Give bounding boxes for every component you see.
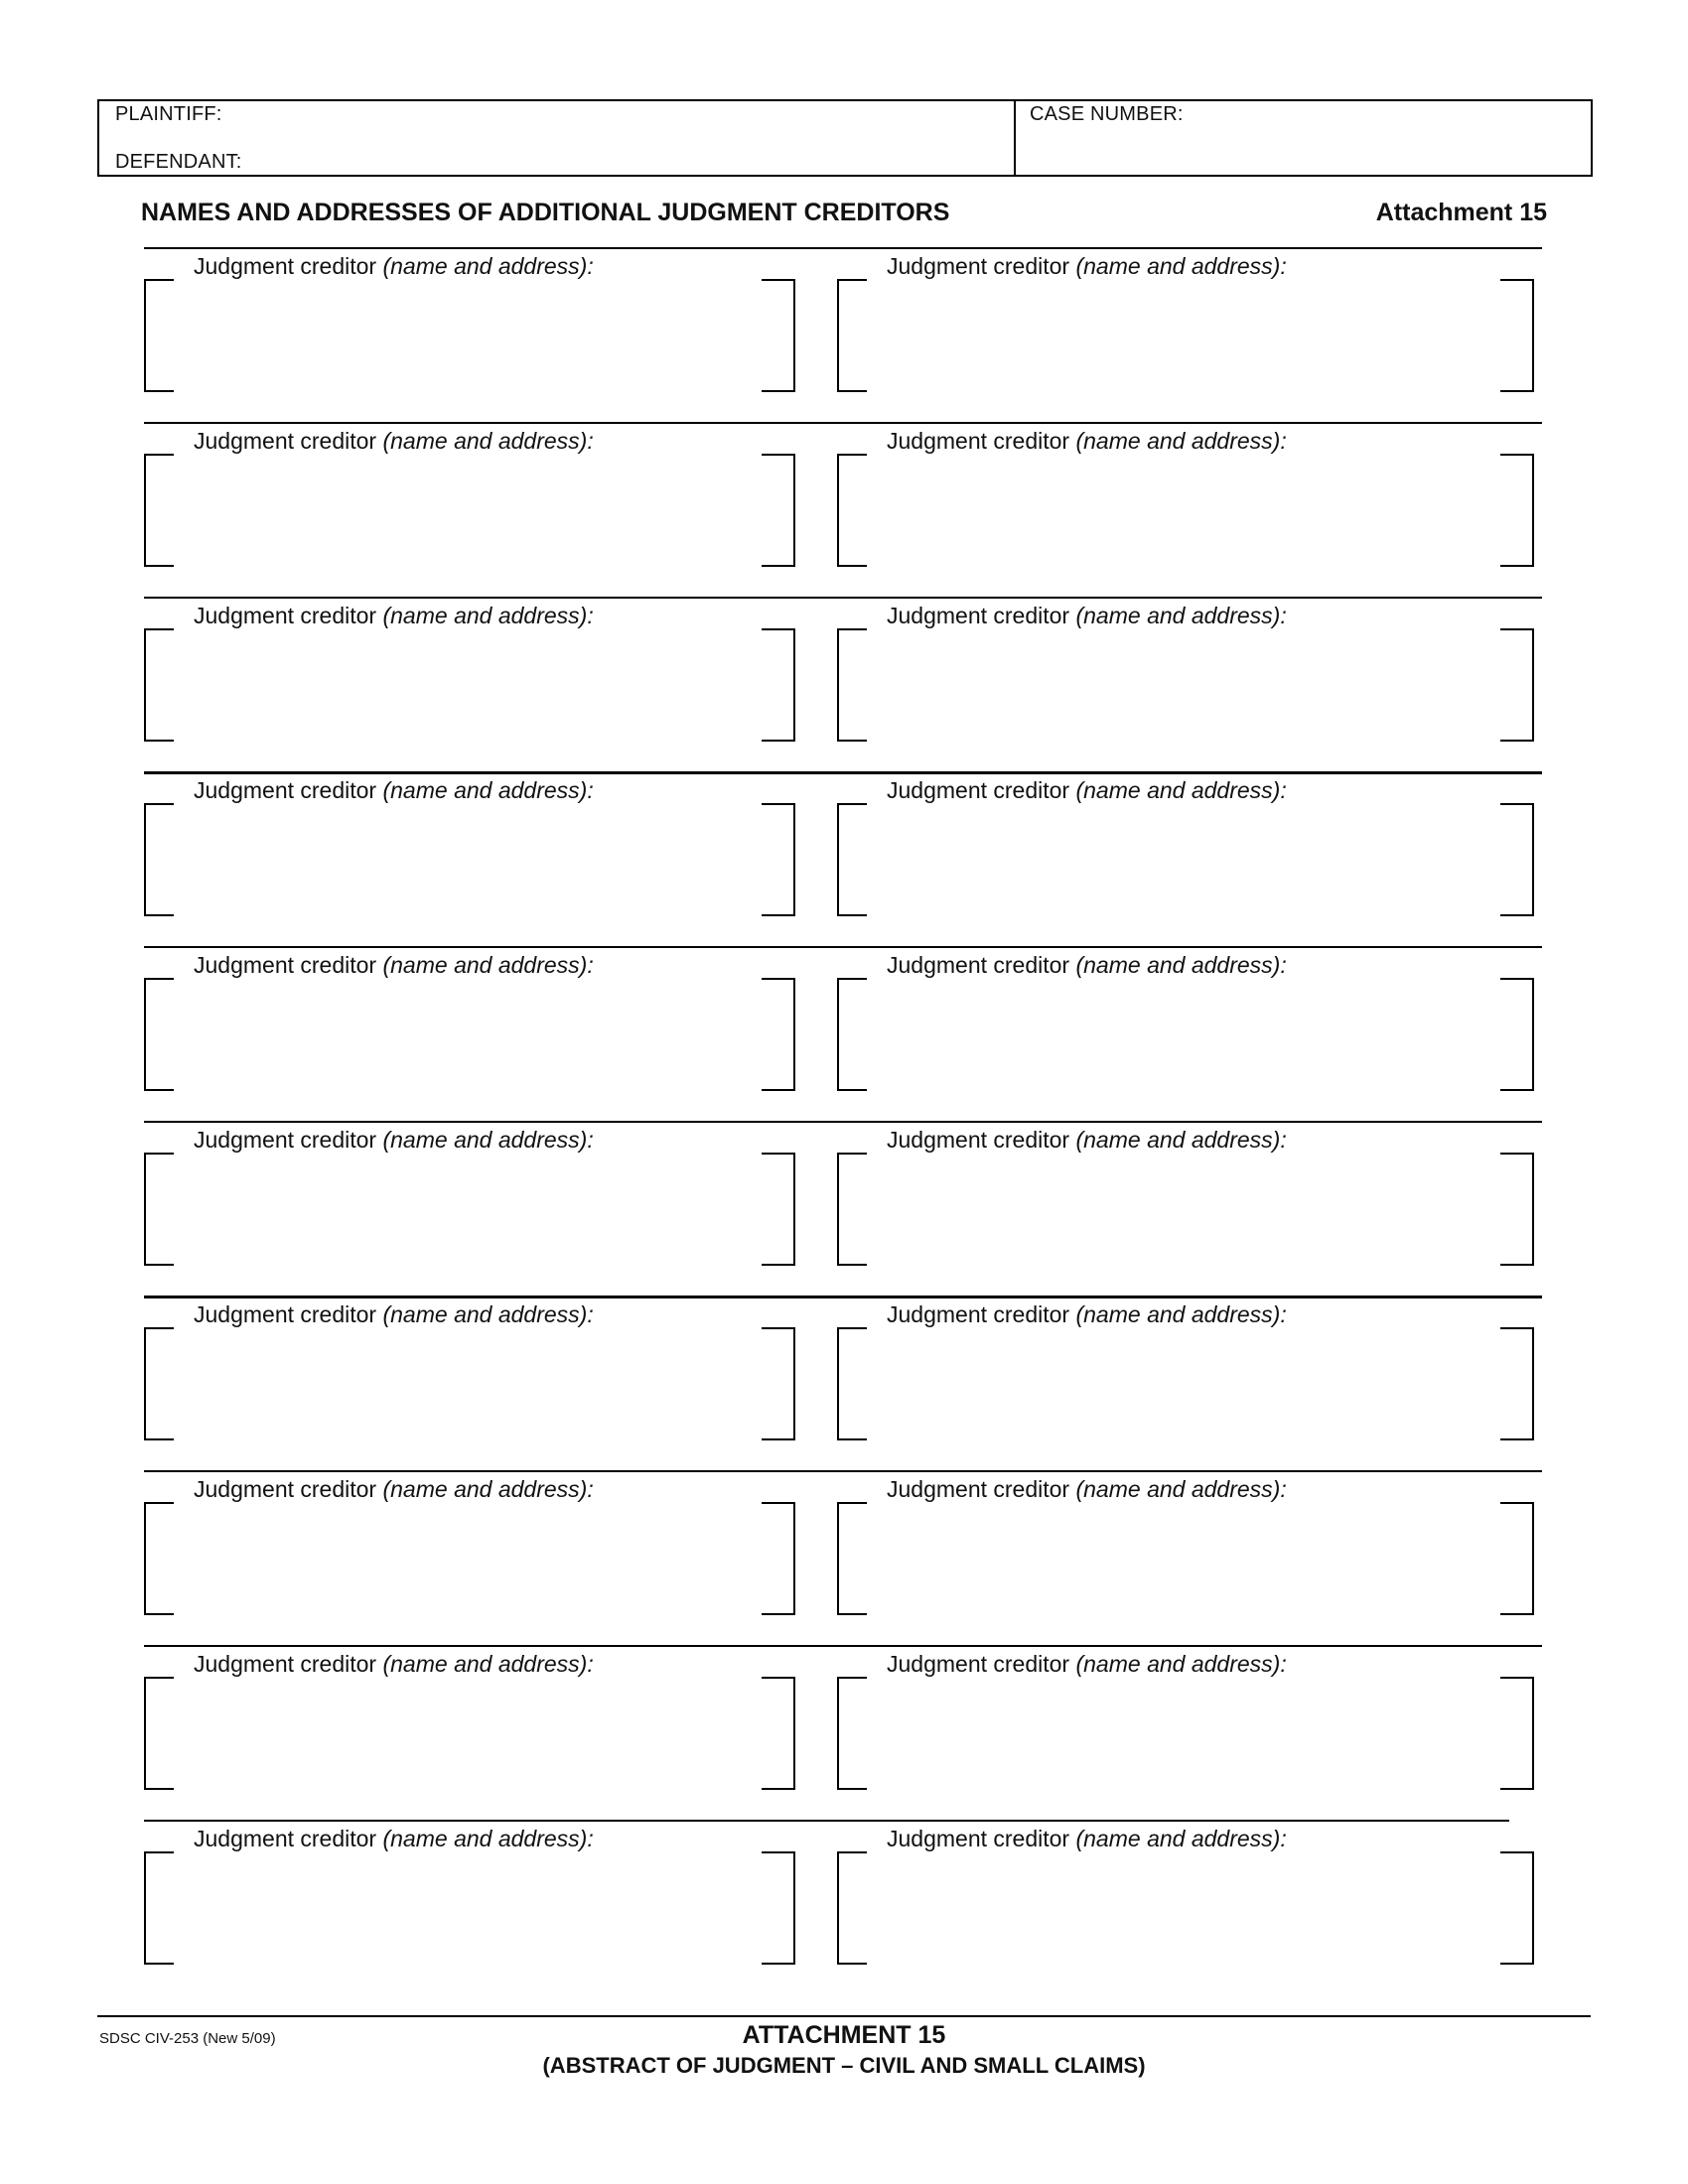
case-number-label: CASE NUMBER:	[1030, 103, 1184, 125]
creditor-label-hint: (name and address):	[1075, 428, 1287, 454]
creditor-label-text: Judgment creditor	[194, 1127, 377, 1153]
field-bracket-left	[144, 1327, 174, 1440]
field-bracket-left	[144, 1502, 174, 1615]
creditor-row	[144, 946, 1542, 1121]
creditor-field-left[interactable]	[144, 1470, 839, 1645]
creditor-label-text: Judgment creditor	[194, 1651, 377, 1677]
field-bracket-right	[1500, 803, 1534, 916]
creditor-label-text: Judgment creditor	[887, 603, 1070, 628]
field-bracket-right	[762, 279, 795, 392]
creditor-label-text: Judgment creditor	[194, 428, 377, 454]
field-bracket-right	[762, 628, 795, 742]
field-bracket-left	[144, 1153, 174, 1266]
creditor-field-right[interactable]	[837, 247, 1532, 422]
creditor-label-hint: (name and address):	[382, 1826, 594, 1851]
field-bracket-left	[837, 628, 867, 742]
creditor-field-right[interactable]	[837, 1296, 1532, 1470]
creditor-field-right[interactable]	[837, 946, 1532, 1121]
field-bracket-right	[1500, 1153, 1534, 1266]
creditor-label	[194, 1826, 594, 1852]
creditor-label-text: Judgment creditor	[194, 1826, 377, 1851]
field-bracket-left	[837, 1677, 867, 1790]
creditor-field-right[interactable]	[837, 1645, 1532, 1820]
creditor-label	[194, 603, 594, 629]
field-bracket-right	[762, 803, 795, 916]
creditor-field-right[interactable]	[837, 771, 1532, 946]
creditor-label-hint: (name and address):	[382, 253, 594, 279]
creditor-label-text: Judgment creditor	[887, 777, 1070, 803]
creditor-row	[144, 1470, 1542, 1645]
creditor-field-left[interactable]	[144, 422, 839, 597]
creditor-label	[887, 603, 1287, 629]
footer-divider	[97, 2015, 1591, 2017]
field-bracket-left	[144, 279, 174, 392]
field-bracket-right	[1500, 978, 1534, 1091]
field-bracket-right	[1500, 1677, 1534, 1790]
creditor-label-hint: (name and address):	[1075, 777, 1287, 803]
field-bracket-left	[144, 978, 174, 1091]
creditor-label-text: Judgment creditor	[887, 952, 1070, 978]
creditor-field-left[interactable]	[144, 247, 839, 422]
field-bracket-right	[1500, 1851, 1534, 1965]
creditor-label	[194, 253, 594, 280]
field-bracket-left	[837, 454, 867, 567]
field-bracket-right	[1500, 1502, 1534, 1615]
creditor-row	[144, 597, 1542, 771]
creditor-label-hint: (name and address):	[1075, 1127, 1287, 1153]
creditor-label-hint: (name and address):	[382, 603, 594, 628]
field-bracket-left	[144, 454, 174, 567]
creditor-label	[194, 1476, 594, 1503]
creditor-label-text: Judgment creditor	[887, 1301, 1070, 1327]
creditor-label-hint: (name and address):	[1075, 1651, 1287, 1677]
creditor-label	[887, 1651, 1287, 1678]
field-bracket-left	[837, 279, 867, 392]
field-bracket-right	[762, 978, 795, 1091]
creditor-field-left[interactable]	[144, 946, 839, 1121]
field-bracket-left	[837, 1327, 867, 1440]
creditor-label	[194, 1127, 594, 1154]
creditor-field-left[interactable]	[144, 1121, 839, 1296]
field-bracket-right	[1500, 454, 1534, 567]
creditor-field-right[interactable]	[837, 422, 1532, 597]
creditor-field-left[interactable]	[144, 1820, 839, 1994]
field-bracket-right	[1500, 628, 1534, 742]
field-bracket-left	[837, 1502, 867, 1615]
creditor-label-hint: (name and address):	[1075, 1826, 1287, 1851]
creditor-label-text: Judgment creditor	[887, 1127, 1070, 1153]
creditor-label-hint: (name and address):	[1075, 1476, 1287, 1502]
creditor-field-right[interactable]	[837, 1470, 1532, 1645]
creditor-label-text: Judgment creditor	[194, 952, 377, 978]
creditor-label-hint: (name and address):	[1075, 1301, 1287, 1327]
creditor-row	[144, 422, 1542, 597]
creditor-label-hint: (name and address):	[382, 1476, 594, 1502]
plaintiff-label: PLAINTIFF:	[115, 103, 222, 125]
creditor-label-text: Judgment creditor	[194, 603, 377, 628]
creditor-label-text: Judgment creditor	[887, 253, 1070, 279]
footer-title: ATTACHMENT 15	[742, 2021, 946, 2049]
creditor-label	[887, 952, 1287, 979]
creditor-label	[887, 1826, 1287, 1852]
creditor-row	[144, 247, 1542, 422]
creditor-row	[144, 1820, 1542, 1994]
creditor-label	[887, 1476, 1287, 1503]
creditor-field-left[interactable]	[144, 1296, 839, 1470]
creditor-label	[194, 777, 594, 804]
creditor-label-hint: (name and address):	[1075, 952, 1287, 978]
creditor-label	[887, 1127, 1287, 1154]
creditor-field-right[interactable]	[837, 1121, 1532, 1296]
field-bracket-left	[837, 1153, 867, 1266]
creditor-label-text: Judgment creditor	[194, 1476, 377, 1502]
creditor-field-left[interactable]	[144, 1645, 839, 1820]
footer-subtitle: (ABSTRACT OF JUDGMENT – CIVIL AND SMALL CLAIMS)	[542, 2053, 1146, 2078]
creditor-label	[887, 1301, 1287, 1328]
creditor-row	[144, 1645, 1542, 1820]
field-bracket-left	[837, 803, 867, 916]
creditor-label-hint: (name and address):	[382, 1127, 594, 1153]
creditor-label-text: Judgment creditor	[194, 253, 377, 279]
creditor-field-left[interactable]	[144, 771, 839, 946]
field-bracket-right	[762, 454, 795, 567]
field-bracket-right	[762, 1677, 795, 1790]
creditor-label-hint: (name and address):	[382, 1651, 594, 1677]
creditor-label	[194, 1651, 594, 1678]
creditor-label	[887, 253, 1287, 280]
creditor-label	[887, 777, 1287, 804]
defendant-label: DEFENDANT:	[115, 151, 242, 173]
field-bracket-right	[762, 1153, 795, 1266]
creditor-label	[194, 952, 594, 979]
field-bracket-left	[837, 1851, 867, 1965]
creditor-label-text: Judgment creditor	[194, 1301, 377, 1327]
creditor-label-text: Judgment creditor	[887, 1651, 1070, 1677]
creditor-row	[144, 771, 1542, 946]
attachment-number: Attachment 15	[1375, 199, 1547, 226]
field-bracket-right	[762, 1327, 795, 1440]
field-bracket-right	[762, 1851, 795, 1965]
creditor-field-right[interactable]	[837, 597, 1532, 771]
creditor-row	[144, 1121, 1542, 1296]
creditor-label-hint: (name and address):	[382, 952, 594, 978]
field-bracket-left	[144, 803, 174, 916]
creditor-label-text: Judgment creditor	[887, 428, 1070, 454]
field-bracket-left	[144, 628, 174, 742]
creditor-label-text: Judgment creditor	[887, 1476, 1070, 1502]
creditor-label-hint: (name and address):	[382, 777, 594, 803]
creditor-label-hint: (name and address):	[382, 1301, 594, 1327]
creditor-row	[144, 1296, 1542, 1470]
creditor-label-hint: (name and address):	[1075, 253, 1287, 279]
creditor-label-hint: (name and address):	[1075, 603, 1287, 628]
field-bracket-left	[144, 1851, 174, 1965]
creditor-field-left[interactable]	[144, 597, 839, 771]
creditor-label-text: Judgment creditor	[887, 1826, 1070, 1851]
field-bracket-right	[1500, 279, 1534, 392]
field-bracket-left	[144, 1677, 174, 1790]
creditor-label	[194, 1301, 594, 1328]
field-bracket-right	[762, 1502, 795, 1615]
creditor-label-hint: (name and address):	[382, 428, 594, 454]
creditor-label-text: Judgment creditor	[194, 777, 377, 803]
field-bracket-left	[837, 978, 867, 1091]
form-number: SDSC CIV-253 (New 5/09)	[99, 2030, 276, 2047]
creditor-label	[887, 428, 1287, 455]
creditor-field-right[interactable]	[837, 1820, 1532, 1994]
page-title: NAMES AND ADDRESSES OF ADDITIONAL JUDGMENT CREDITORS	[141, 199, 950, 226]
field-bracket-right	[1500, 1327, 1534, 1440]
creditor-label	[194, 428, 594, 455]
